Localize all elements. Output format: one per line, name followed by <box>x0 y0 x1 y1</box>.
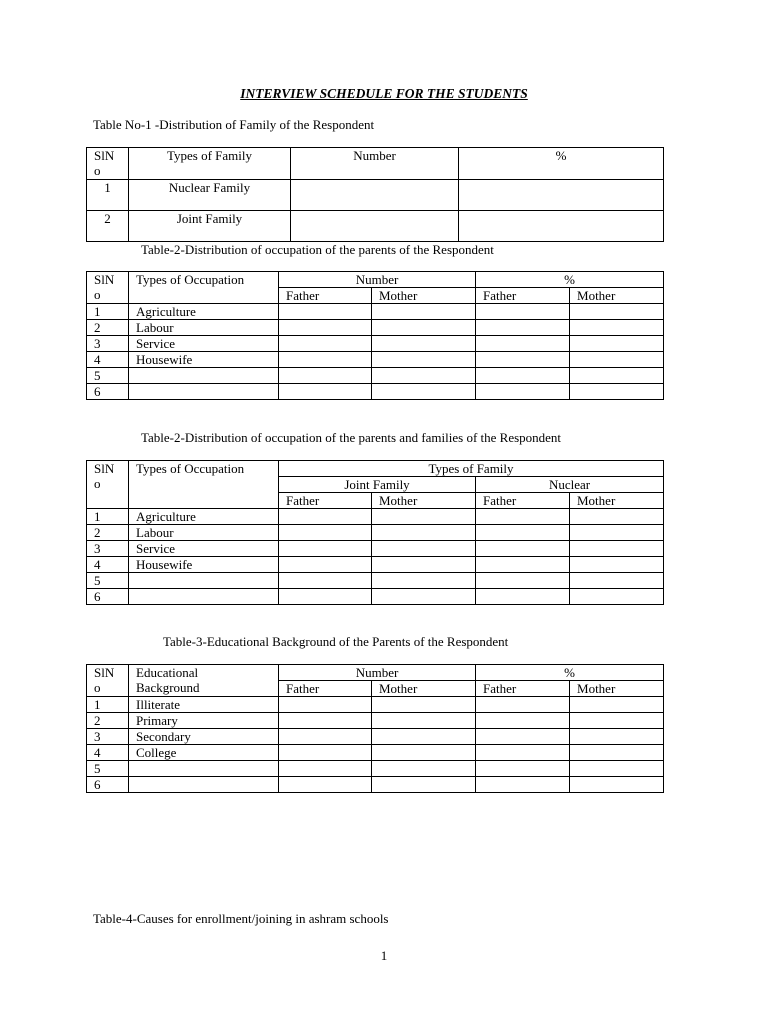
empty-cell <box>372 729 476 745</box>
empty-cell <box>570 697 664 713</box>
header-cell: Types of Occupation <box>129 461 279 509</box>
empty-cell <box>476 509 570 525</box>
table-row <box>87 697 664 713</box>
empty-cell <box>570 729 664 745</box>
header-cell: Mother <box>372 288 476 304</box>
occupation-table <box>86 271 664 400</box>
header-cell: Number <box>291 148 459 180</box>
table-row <box>87 777 664 793</box>
row-number: 4 <box>87 352 129 368</box>
empty-cell <box>570 713 664 729</box>
empty-cell <box>476 573 570 589</box>
row-number: 3 <box>87 541 129 557</box>
header-cell: Nuclear <box>476 477 664 493</box>
empty-cell <box>279 541 372 557</box>
empty-cell <box>372 573 476 589</box>
empty-cell <box>279 745 372 761</box>
row-label: College <box>129 745 279 761</box>
row-number: 5 <box>87 573 129 589</box>
empty-cell <box>372 713 476 729</box>
empty-cell <box>570 368 664 384</box>
table3-caption: Table-2-Distribution of occupation of the parents and families of the Respondent <box>141 430 562 445</box>
empty-cell <box>279 384 372 400</box>
empty-cell <box>476 541 570 557</box>
table-row <box>87 729 664 745</box>
empty-cell <box>476 713 570 729</box>
empty-cell <box>476 352 570 368</box>
row-label: Housewife <box>129 557 279 573</box>
row-label <box>129 384 279 400</box>
empty-cell <box>476 384 570 400</box>
page-number: 1 <box>380 948 388 963</box>
row-number: 6 <box>87 589 129 605</box>
empty-cell <box>476 745 570 761</box>
empty-cell <box>372 525 476 541</box>
header-cell: SlN o <box>87 148 129 180</box>
row-number: 2 <box>87 713 129 729</box>
empty-cell <box>476 589 570 605</box>
row-number: 2 <box>87 525 129 541</box>
empty-cell <box>279 368 372 384</box>
empty-cell <box>279 573 372 589</box>
empty-cell <box>279 777 372 793</box>
row-label: Service <box>129 541 279 557</box>
header-cell: % <box>476 272 664 288</box>
empty-cell <box>476 525 570 541</box>
empty-cell <box>372 777 476 793</box>
table-row <box>87 761 664 777</box>
empty-cell <box>476 557 570 573</box>
row-label: Illiterate <box>129 697 279 713</box>
row-label <box>129 761 279 777</box>
empty-cell <box>476 729 570 745</box>
empty-cell <box>570 589 664 605</box>
empty-cell <box>279 589 372 605</box>
header-cell: Types of Occupation <box>129 272 279 304</box>
empty-cell <box>570 761 664 777</box>
header-cell: Father <box>279 493 372 509</box>
row-label: Labour <box>129 525 279 541</box>
table1-caption: Table No-1 -Distribution of Family of the Respondent <box>93 117 375 132</box>
empty-cell <box>279 525 372 541</box>
empty-cell <box>279 729 372 745</box>
empty-cell <box>279 761 372 777</box>
table-row <box>87 384 664 400</box>
table-row <box>87 352 664 368</box>
education-table <box>86 664 664 793</box>
row-label: Housewife <box>129 352 279 368</box>
header-cell: SlN o <box>87 461 129 509</box>
table-row <box>87 573 664 589</box>
header-cell: SlN o <box>87 665 129 697</box>
empty-cell <box>372 557 476 573</box>
empty-cell <box>570 557 664 573</box>
empty-cell <box>476 336 570 352</box>
empty-cell <box>570 509 664 525</box>
row-label <box>129 368 279 384</box>
empty-cell <box>476 368 570 384</box>
empty-cell <box>372 697 476 713</box>
table-row <box>87 368 664 384</box>
header-cell: Mother <box>372 681 476 697</box>
header-cell: Types of Family <box>129 148 291 180</box>
header-cell: Educational Background <box>129 665 279 697</box>
row-label <box>129 573 279 589</box>
row-label <box>129 589 279 605</box>
empty-cell <box>279 557 372 573</box>
header-cell: Types of Family <box>279 461 664 477</box>
row-number: 1 <box>87 180 129 211</box>
row-number: 6 <box>87 384 129 400</box>
empty-cell <box>570 352 664 368</box>
page-title: INTERVIEW SCHEDULE FOR THE STUDENTS <box>240 86 528 101</box>
empty-cell <box>291 180 459 211</box>
empty-cell <box>570 525 664 541</box>
empty-cell <box>570 336 664 352</box>
header-cell: % <box>459 148 664 180</box>
table-row <box>87 320 664 336</box>
row-label: Agriculture <box>129 304 279 320</box>
empty-cell <box>372 761 476 777</box>
header-cell: % <box>476 665 664 681</box>
table5-caption: Table-4-Causes for enrollment/joining in ashram schools <box>93 911 389 926</box>
empty-cell <box>372 304 476 320</box>
row-label: Nuclear Family <box>129 180 291 211</box>
empty-cell <box>279 304 372 320</box>
empty-cell <box>291 211 459 242</box>
empty-cell <box>372 352 476 368</box>
table-row <box>87 557 664 573</box>
table-row <box>87 589 664 605</box>
row-label: Service <box>129 336 279 352</box>
empty-cell <box>279 336 372 352</box>
row-number: 1 <box>87 697 129 713</box>
row-number: 2 <box>87 320 129 336</box>
empty-cell <box>372 320 476 336</box>
header-cell: Mother <box>570 493 664 509</box>
empty-cell <box>372 368 476 384</box>
empty-cell <box>459 180 664 211</box>
header-cell: Father <box>279 288 372 304</box>
header-cell: Mother <box>570 288 664 304</box>
table-row <box>87 211 664 242</box>
occupation-family-table <box>86 460 664 605</box>
table-row <box>87 304 664 320</box>
row-number: 1 <box>87 304 129 320</box>
header-cell: Number <box>279 272 476 288</box>
empty-cell <box>279 320 372 336</box>
row-label: Primary <box>129 713 279 729</box>
empty-cell <box>476 761 570 777</box>
row-number: 4 <box>87 745 129 761</box>
row-number: 4 <box>87 557 129 573</box>
table4-caption: Table-3-Educational Background of the Parents of the Respondent <box>163 634 509 649</box>
row-number: 3 <box>87 729 129 745</box>
empty-cell <box>372 589 476 605</box>
table-row <box>87 180 664 211</box>
header-cell: Father <box>476 493 570 509</box>
table-row <box>87 745 664 761</box>
empty-cell <box>476 697 570 713</box>
empty-cell <box>372 541 476 557</box>
empty-cell <box>372 509 476 525</box>
header-cell: Number <box>279 665 476 681</box>
empty-cell <box>279 352 372 368</box>
empty-cell <box>279 713 372 729</box>
row-label: Secondary <box>129 729 279 745</box>
header-cell: Father <box>476 681 570 697</box>
row-label: Agriculture <box>129 509 279 525</box>
empty-cell <box>570 745 664 761</box>
row-label: Labour <box>129 320 279 336</box>
empty-cell <box>570 304 664 320</box>
empty-cell <box>279 697 372 713</box>
row-number: 5 <box>87 761 129 777</box>
header-cell: Mother <box>570 681 664 697</box>
empty-cell <box>570 573 664 589</box>
empty-cell <box>279 509 372 525</box>
header-cell: Father <box>476 288 570 304</box>
table2-caption: Table-2-Distribution of occupation of the parents of the Respondent <box>141 242 494 257</box>
row-number: 3 <box>87 336 129 352</box>
row-number: 6 <box>87 777 129 793</box>
row-label <box>129 777 279 793</box>
table-row <box>87 525 664 541</box>
empty-cell <box>476 304 570 320</box>
empty-cell <box>459 211 664 242</box>
empty-cell <box>570 320 664 336</box>
header-cell: SlN o <box>87 272 129 304</box>
row-number: 2 <box>87 211 129 242</box>
empty-cell <box>476 320 570 336</box>
empty-cell <box>372 384 476 400</box>
family-table <box>86 147 664 242</box>
table-row <box>87 713 664 729</box>
row-number: 1 <box>87 509 129 525</box>
empty-cell <box>570 541 664 557</box>
table-row <box>87 509 664 525</box>
empty-cell <box>570 777 664 793</box>
row-number: 5 <box>87 368 129 384</box>
header-cell: Mother <box>372 493 476 509</box>
header-cell: Father <box>279 681 372 697</box>
empty-cell <box>372 745 476 761</box>
table-row <box>87 541 664 557</box>
table-row <box>87 336 664 352</box>
row-label: Joint Family <box>129 211 291 242</box>
empty-cell <box>476 777 570 793</box>
empty-cell <box>372 336 476 352</box>
empty-cell <box>570 384 664 400</box>
header-cell: Joint Family <box>279 477 476 493</box>
